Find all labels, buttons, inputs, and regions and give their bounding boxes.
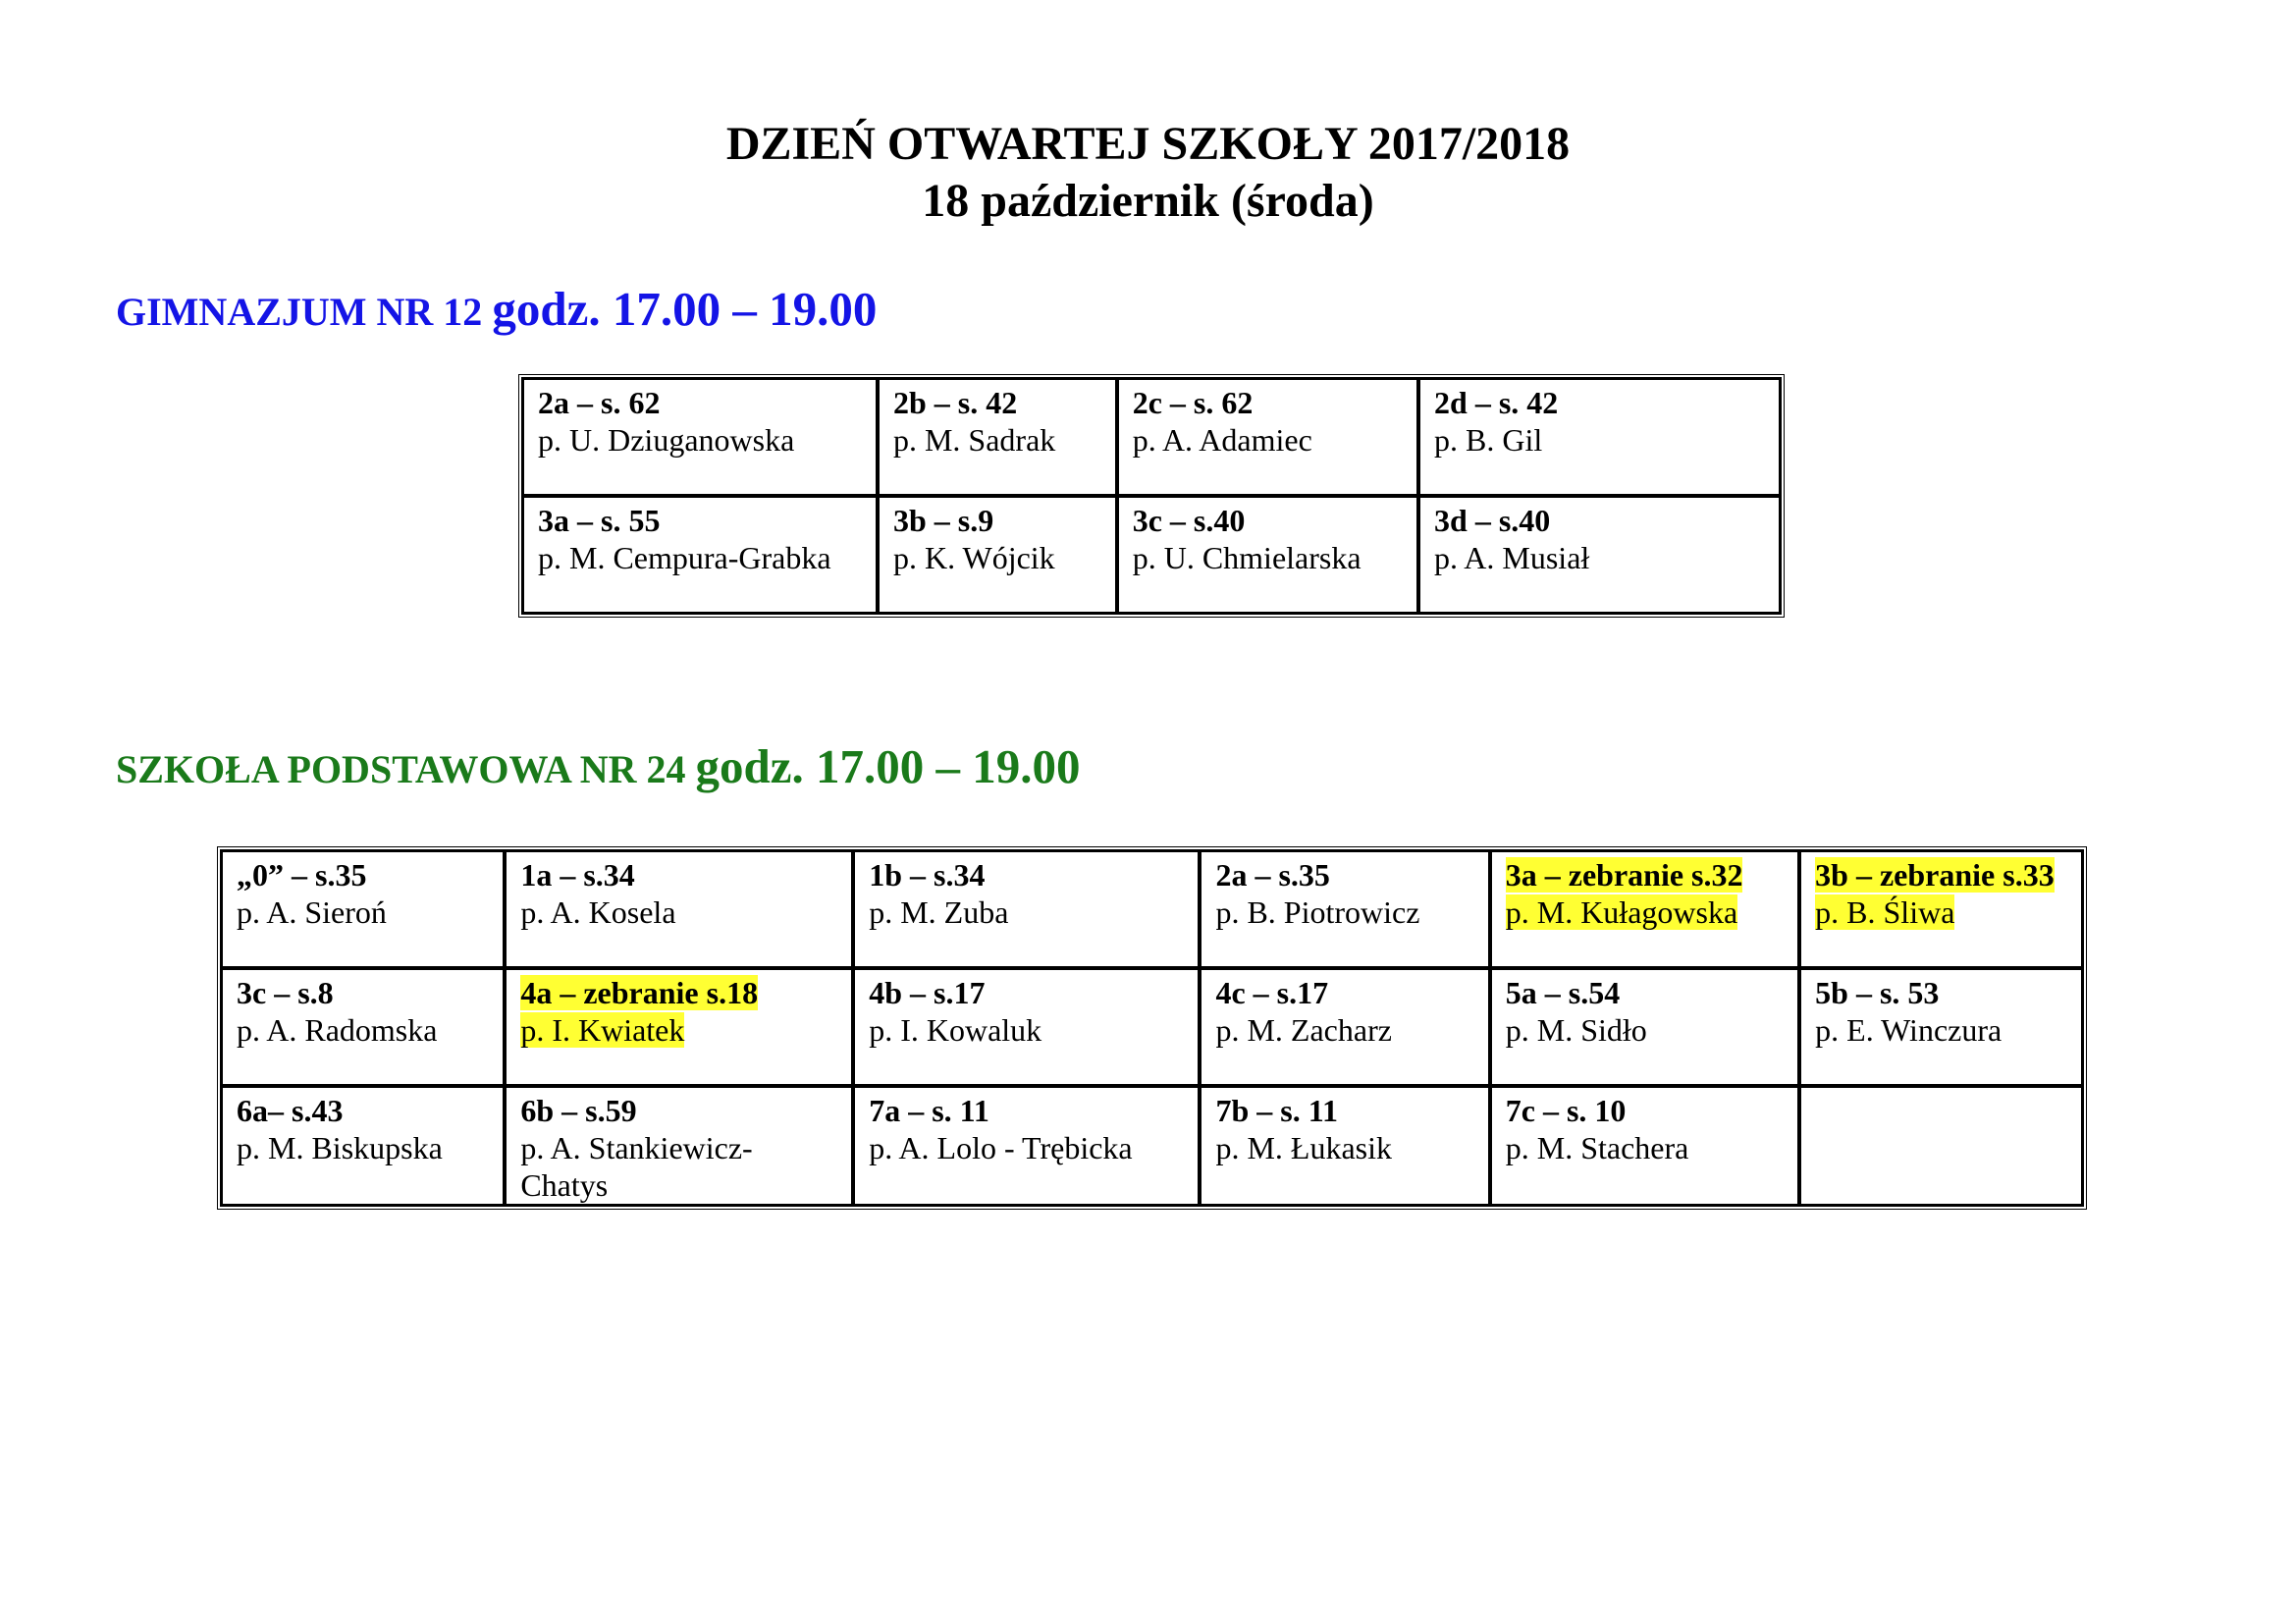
table-row: [221, 1086, 2083, 1206]
teacher-name: p. M. Sadrak: [892, 422, 1056, 458]
table-cell: [505, 1086, 853, 1206]
class-room-label: 4c – s.17: [1215, 975, 1329, 1010]
table-cell: [1200, 968, 1489, 1086]
table-cell: [505, 850, 853, 968]
table-cell: [853, 1086, 1200, 1206]
teacher-name: p. A. Lolo - Trębicka: [869, 1130, 1133, 1165]
teacher-name: p. A. Stankiewicz-Chatys: [520, 1130, 753, 1203]
gimnazjum-heading-time: godz. 17.00 – 19.00: [492, 282, 878, 336]
gimnazjum-heading-name: GIMNAZJUM NR 12: [116, 290, 493, 334]
szkola-heading-time: godz. 17.00 – 19.00: [695, 739, 1081, 793]
class-room-label: 6b – s.59: [520, 1093, 637, 1128]
table-cell: [1117, 378, 1418, 496]
table-cell: [1490, 968, 1799, 1086]
class-room-label: 2a – s.35: [1215, 857, 1330, 893]
class-room-label: 5b – s. 53: [1815, 975, 1940, 1010]
page-title: DZIEŃ OTWARTEJ SZKOŁY 2017/2018: [725, 118, 1571, 170]
class-room-label: „0” – s.35: [237, 857, 367, 893]
class-room-label: 3a – zebranie s.32: [1505, 857, 1743, 893]
table-cell: [1418, 496, 1781, 614]
szkola-heading-name: SZKOŁA PODSTAWOWA NR 24: [116, 747, 696, 791]
table-row: [522, 378, 1781, 496]
teacher-name: p. A. Adamiec: [1132, 422, 1312, 458]
teacher-name: p. A. Musiał: [1434, 540, 1590, 575]
class-room-label: 3b – zebranie s.33: [1815, 857, 2055, 893]
table-cell: [1418, 378, 1781, 496]
class-room-label: 3a – s. 55: [538, 503, 661, 538]
table-cell: [221, 1086, 505, 1206]
teacher-name: p. M. Zacharz: [1215, 1012, 1392, 1048]
table-cell-highlighted: [1490, 850, 1799, 968]
table-row: [221, 968, 2083, 1086]
gimnazjum-schedule-table: [518, 374, 1785, 618]
class-room-label: 1b – s.34: [869, 857, 986, 893]
teacher-name: p. I. Kwiatek: [520, 1012, 685, 1048]
teacher-name: p. A. Sieroń: [237, 894, 387, 930]
class-room-label: 7b – s. 11: [1215, 1093, 1338, 1128]
class-room-label: 5a – s.54: [1505, 975, 1621, 1010]
teacher-name: p. B. Gil: [1434, 422, 1543, 458]
gimnazjum-heading: [116, 282, 878, 337]
teacher-name: p. M. Biskupska: [237, 1130, 443, 1165]
class-room-label: 6a– s.43: [237, 1093, 344, 1128]
teacher-name: p. M. Łukasik: [1215, 1130, 1392, 1165]
table-cell: [878, 496, 1117, 614]
table-cell: [1490, 1086, 1799, 1206]
table-cell-empty: [1799, 1086, 2083, 1206]
table-cell: [878, 378, 1117, 496]
table-cell: [522, 496, 878, 614]
teacher-name: p. B. Piotrowicz: [1215, 894, 1420, 930]
class-room-label: 2a – s. 62: [538, 385, 661, 420]
teacher-name: p. M. Cempura-Grabka: [538, 540, 831, 575]
table-cell: [853, 850, 1200, 968]
teacher-name: p. A. Kosela: [520, 894, 676, 930]
class-room-label: 7c – s. 10: [1505, 1093, 1627, 1128]
table-row: [522, 496, 1781, 614]
class-room-label: 2d – s. 42: [1434, 385, 1559, 420]
table-cell: [522, 378, 878, 496]
class-room-label: 1a – s.34: [520, 857, 635, 893]
class-room-label: 3d – s.40: [1434, 503, 1551, 538]
szkola-schedule-table: [217, 846, 2087, 1210]
class-room-label: 3c – s.8: [237, 975, 334, 1010]
teacher-name: p. U. Chmielarska: [1132, 540, 1362, 575]
teacher-name: p. U. Dziuganowska: [538, 422, 795, 458]
teacher-name: p. M. Sidło: [1505, 1012, 1647, 1048]
teacher-name: p. M. Stachera: [1505, 1130, 1689, 1165]
table-row: [221, 850, 2083, 968]
class-room-label: 3b – s.9: [892, 503, 994, 538]
table-cell-highlighted: [1799, 850, 2083, 968]
table-cell-highlighted: [505, 968, 853, 1086]
teacher-name: p. B. Śliwa: [1815, 894, 1955, 930]
page-subtitle: 18 październik (środa): [922, 175, 1374, 227]
class-room-label: 4a – zebranie s.18: [520, 975, 759, 1010]
table-cell: [1799, 968, 2083, 1086]
class-room-label: 2c – s. 62: [1132, 385, 1254, 420]
teacher-name: p. M. Zuba: [869, 894, 1009, 930]
table-cell: [221, 968, 505, 1086]
table-cell: [1200, 850, 1489, 968]
table-cell: [221, 850, 505, 968]
teacher-name: p. M. Kułagowska: [1505, 894, 1738, 930]
teacher-name: p. E. Winczura: [1815, 1012, 2002, 1048]
table-cell: [853, 968, 1200, 1086]
szkola-heading: [116, 739, 1081, 794]
table-cell: [1117, 496, 1418, 614]
teacher-name: p. K. Wójcik: [892, 540, 1055, 575]
class-room-label: 3c – s.40: [1132, 503, 1246, 538]
teacher-name: p. I. Kowaluk: [869, 1012, 1042, 1048]
class-room-label: 7a – s. 11: [869, 1093, 989, 1128]
class-room-label: 2b – s. 42: [892, 385, 1018, 420]
teacher-name: p. A. Radomska: [237, 1012, 438, 1048]
class-room-label: 4b – s.17: [869, 975, 986, 1010]
table-cell: [1200, 1086, 1489, 1206]
